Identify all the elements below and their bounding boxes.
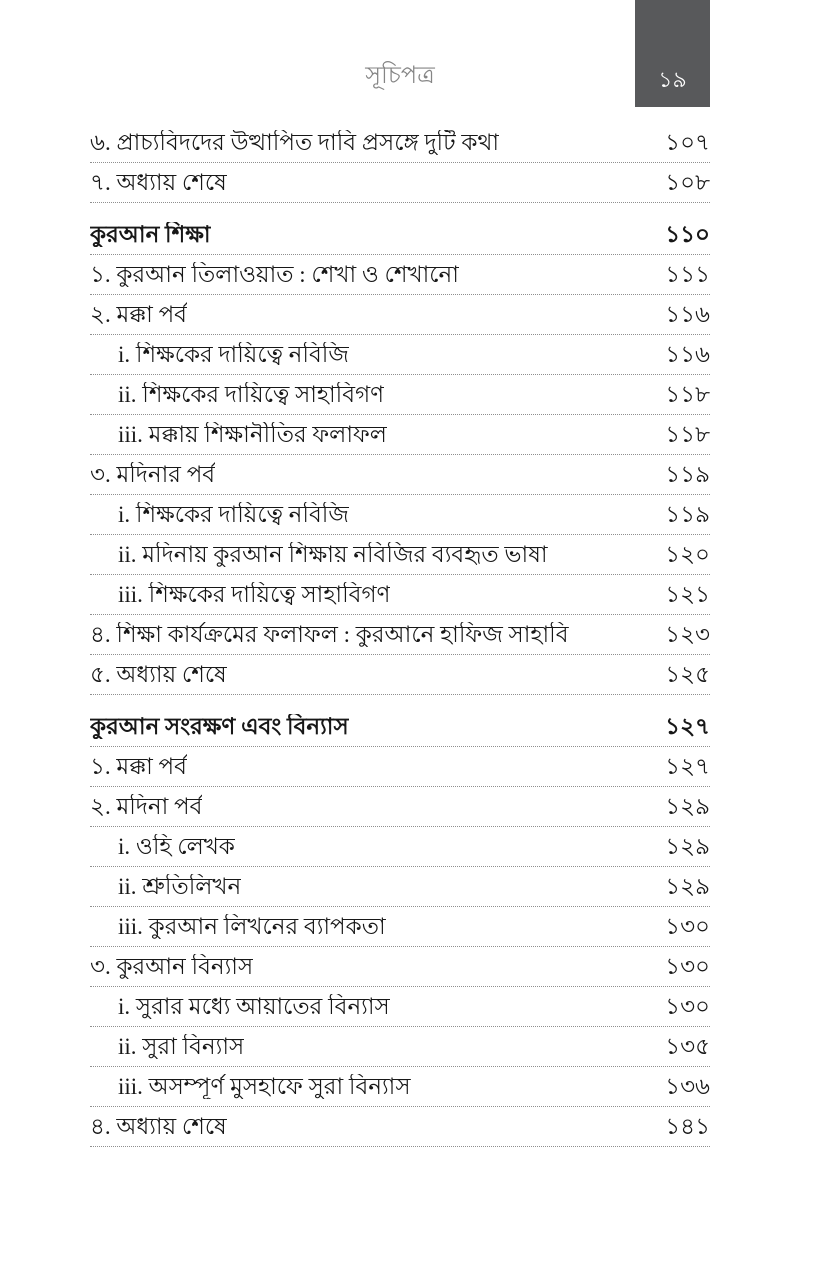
toc-section-heading-row [90,203,710,255]
toc-row [90,455,710,495]
toc-row [90,1107,710,1147]
toc-entry-page: ১২৫ [665,661,710,687]
toc-row [90,747,710,787]
toc-row [90,295,710,335]
toc-entry-page: ১২১ [665,581,710,607]
toc-entry-label: কুরআন শিক্ষা [90,221,211,247]
toc-entry-label: ৭. অধ্যায় শেষে [90,169,227,195]
toc-entry-page: ১১৮ [665,421,710,447]
toc-row [90,615,710,655]
toc-section-heading-row [90,695,710,747]
toc-row [90,123,710,163]
toc-row [90,255,710,295]
toc-row [90,335,710,375]
toc-entry-label: i. শিক্ষকের দায়িত্বে নবিজি [118,341,349,367]
toc-entry-page: ১২৯ [665,873,710,899]
toc-entry-label: iii. কুরআন লিখনের ব্যাপকতা [118,913,386,939]
toc-row [90,947,710,987]
toc-entry-label: iii. অসম্পূর্ণ মুসহাফে সুরা বিন্যাস [118,1073,411,1099]
toc-entry-label: কুরআন সংরক্ষণ এবং বিন্যাস [90,713,349,739]
toc-entry-label: i. ওহি লেখক [118,833,235,859]
toc-row [90,415,710,455]
toc-entry-label: ৫. অধ্যায় শেষে [90,661,227,687]
page-title: সূচিপত্র [365,63,435,89]
toc-entry-page: ১১৯ [665,461,710,487]
toc-entry-page: ১২৭ [665,753,710,779]
toc-entry-page: ১২৯ [665,833,710,859]
toc-row [90,535,710,575]
toc-entry-page: ১১৮ [665,381,710,407]
toc-entry-label: ii. শ্রুতিলিখন [118,873,242,899]
toc-row [90,575,710,615]
toc-row [90,907,710,947]
toc-entry-label: iii. মক্কায় শিক্ষানীতির ফলাফল [118,421,387,447]
toc-row [90,375,710,415]
page-number: ১৯ [658,67,687,92]
toc-entry-label: ৪. শিক্ষা কার্যক্রমের ফলাফল : কুরআনে হাফিজ সাহাবি [90,621,569,647]
toc-entry-label: i. শিক্ষকের দায়িত্বে নবিজি [118,501,349,527]
toc-entry-page: ১৩০ [665,993,710,1019]
toc-row [90,867,710,907]
toc-entry-page: ১১৬ [665,341,710,367]
toc-entry-page: ১৩৫ [665,1033,710,1059]
toc-entry-label: iii. শিক্ষকের দায়িত্বে সাহাবিগণ [118,581,391,607]
toc-row [90,987,710,1027]
toc-entry-label: ৩. কুরআন বিন্যাস [90,953,254,979]
toc-row [90,163,710,203]
toc-entry-page: ১২৯ [665,793,710,819]
toc-entry-label: ৪. অধ্যায় শেষে [90,1113,227,1139]
toc-entry-page: ১২৩ [665,621,710,647]
toc-entry-label: ২. মদিনা পর্ব [90,793,203,819]
toc-row [90,655,710,695]
toc-entry-page: ১৩০ [665,913,710,939]
toc-entry-page: ১০৮ [665,169,710,195]
toc-row [90,827,710,867]
toc-entry-page: ১৩০ [665,953,710,979]
toc-entry-label: ১. কুরআন তিলাওয়াত : শেখা ও শেখানো [90,261,459,287]
toc-entry-page: ১৪১ [665,1113,710,1139]
toc-row [90,1067,710,1107]
toc-entry-label: i. সুরার মধ্যে আয়াতের বিন্যাস [118,993,390,1019]
toc-entry-label: ৩. মদিনার পর্ব [90,461,216,487]
toc-entry-page: ১৩৬ [665,1073,710,1099]
toc-entry-page: ১২৭ [665,713,710,739]
toc-row [90,495,710,535]
toc-row [90,787,710,827]
toc-entry-label: ১. মক্কা পর্ব [90,753,187,779]
toc-entry-page: ১১০ [665,221,710,247]
toc-entry-label: ii. শিক্ষকের দায়িত্বে সাহাবিগণ [118,381,385,407]
toc-entry-page: ১১৯ [665,501,710,527]
toc-entry-label: ii. মদিনায় কুরআন শিক্ষায় নবিজির ব্যবহৃত ভাষা [118,541,548,567]
page-number-box [635,0,710,107]
toc-entry-label: ii. সুরা বিন্যাস [118,1033,245,1059]
toc-entry-label: ২. মক্কা পর্ব [90,301,187,327]
toc-entry-page: ১১১ [665,261,710,287]
toc-row [90,1027,710,1067]
toc-entry-label: ৬. প্রাচ্যবিদদের উত্থাপিত দাবি প্রসঙ্গে দুটি কথা [90,129,500,155]
toc-entry-page: ১১৬ [665,301,710,327]
toc-list [90,123,710,1147]
toc-entry-page: ১০৭ [665,129,710,155]
toc-entry-page: ১২০ [665,541,710,567]
